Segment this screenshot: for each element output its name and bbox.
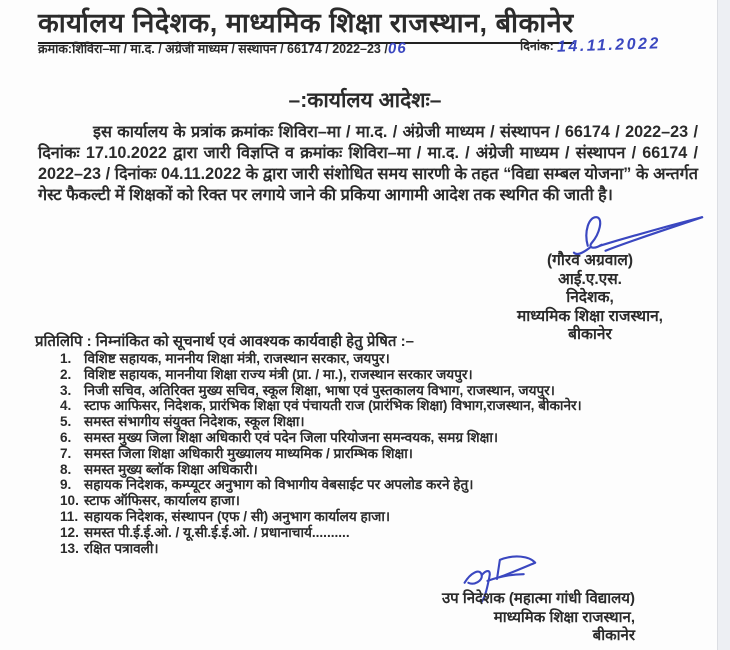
list-item — [60, 509, 710, 525]
list-item-number: 10. — [60, 493, 79, 509]
list-item — [60, 477, 710, 493]
order-heading: –:कार्यालय आदेशः– — [288, 89, 442, 112]
list-item — [60, 462, 710, 478]
list-item-number: 6. — [60, 429, 72, 445]
list-item-text: विशिष्ट सहायक, माननीय शिक्षा मंत्री, राजस्थान सरकार, जयपुर। — [84, 351, 390, 366]
list-item-number: 1. — [60, 351, 72, 366]
list-item-text: समस्त पी.ई.ई.ओ. / यू.सी.ई.ई.ओ. / प्रधानाचार्य.......... — [84, 524, 350, 540]
signatory-block — [470, 252, 710, 345]
list-item-number: 5. — [60, 414, 72, 430]
list-item-text: विशिष्ट सहायक, माननीया शिक्षा राज्य मंत्री (प्रा. / मा.), राजस्थान सरकार जयपुर। — [84, 366, 473, 382]
copies-heading: प्रतिलिपि : निम्नांकित को सूचनार्थ एवं आवश्यक कार्यवाही हेतु प्रेषित :– — [35, 333, 414, 350]
list-item-text: स्टाफ ऑफिसर, कार्यालय हाजा। — [84, 493, 240, 509]
list-item-number: 12. — [60, 524, 79, 540]
list-item — [60, 541, 710, 557]
list-item-text: रक्षित पत्रावली। — [84, 540, 159, 556]
reference-row — [38, 35, 698, 58]
reference-number-handwritten: 06 — [387, 39, 407, 58]
list-item-number: 13. — [60, 540, 79, 556]
list-item-number: 7. — [60, 445, 72, 461]
list-item — [60, 414, 710, 430]
reference-number-label — [38, 40, 407, 57]
list-item-number: 8. — [60, 461, 72, 477]
bottom-signatory-block — [350, 590, 635, 646]
list-item — [60, 351, 710, 367]
list-item-text: सहायक निदेशक, कम्प्यूटर अनुभाग को विभागीय वेबसाईट पर अपलोड करने हेतु। — [84, 477, 474, 493]
list-item-text: समस्त संभागीय संयुक्त निदेशक, स्कूल शिक्षा। — [84, 414, 305, 430]
list-item-text: समस्त मुख्य जिला शिक्षा अधिकारी एवं पदेन जिला परियोजना समन्वयक, समग्र शिक्षा। — [84, 429, 499, 445]
bottom-signatory-designation: उप निदेशक (महात्मा गांधी विद्यालय) — [441, 590, 635, 607]
copies-list — [60, 351, 710, 556]
office-letterhead-title: कार्यालय निदेशक, माध्यमिक शिक्षा राजस्थान, बीकानेर — [38, 3, 574, 44]
reference-number-printed: क्रमांक:शिविरा–मा / मा.द. / अंग्रेजी माध्यम / संस्थापन / 66174 / 2022–23 / — [38, 42, 388, 56]
list-item — [60, 446, 710, 462]
list-item — [60, 430, 710, 446]
list-item-text: समस्त जिला शिक्षा अधिकारी मुख्यालय माध्यमिक / प्रारम्भिक शिक्षा। — [84, 445, 413, 461]
list-item — [60, 383, 710, 399]
order-body-normal: इस कार्यालय के प्रत्रांक क्रमांकः शिविरा–मा / मा.द. / अंग्रेजी माध्यम / संस्थापन / 66174 / 2022–23 / दिनांकः 17.10.2022 द्वारा जारी विज्ञप्ति व क्रमांकः शिविरा–मा / मा.द. / अंग्रेजी माध्यम / संस्थापन / 66174 / 2022–23 / दिनांकः 04.11.2022 के द्वारा जारी संशोधित समय सारणी — [38, 123, 698, 183]
date-group — [520, 37, 661, 55]
list-item-number: 11. — [60, 508, 79, 524]
signatory-designation-ias: आई.ए.एस. — [558, 270, 622, 288]
list-item-number: 3. — [60, 382, 72, 398]
bottom-signatory-organisation: माध्यमिक शिक्षा राजस्थान, — [493, 608, 635, 626]
director-signature-icon — [572, 206, 710, 258]
order-body-emphasis: के तहत “विद्या सम्बल योजना” के अन्तर्गत गेस्ट फैकल्टी में शिक्षकों को रिक्त पर लगाये जाने की प्रकिया आगामी आदेश तक स्थगित की जाती है। — [38, 165, 698, 204]
date-label: दिनांक: — [520, 39, 554, 53]
order-body-paragraph — [38, 122, 698, 206]
list-item-number: 4. — [60, 398, 72, 414]
list-item — [60, 367, 710, 383]
bottom-signatory-place: बीकानेर — [592, 627, 635, 644]
list-item-number: 2. — [60, 366, 72, 382]
signatory-organisation: माध्यमिक शिक्षा राजस्थान, — [517, 307, 663, 325]
list-item-text: स्टाफ आफिसर, निदेशक, प्रारंभिक शिक्षा एवं पंचायती राज (प्रारंभिक शिक्षा) विभाग,राजस्थान, बीकानेर। — [84, 398, 582, 414]
signatory-name: (गौरव अग्रवाल) — [546, 252, 634, 269]
list-item — [60, 493, 710, 509]
scan-edge-band — [717, 0, 730, 650]
signatory-place: बीकानेर — [568, 326, 612, 343]
list-item — [60, 525, 710, 541]
list-item-text: सहायक निदेशक, संस्थापन (एफ / सी) अनुभाग कार्यालय हाजा। — [84, 508, 391, 524]
list-item-text: निजी सचिव, अतिरिक्त मुख्य सचिव, स्कूल शिक्षा, भाषा एवं पुस्तकालय विभाग, राजस्थान, जयपुर। — [84, 382, 555, 398]
list-item — [60, 398, 710, 414]
signatory-designation-director: निदेशक, — [566, 289, 614, 306]
date-handwritten: 14.11.2022 — [557, 35, 662, 56]
list-item-text: समस्त मुख्य ब्लॉक शिक्षा अधिकारी। — [84, 461, 258, 477]
list-item-number: 9. — [60, 477, 72, 493]
